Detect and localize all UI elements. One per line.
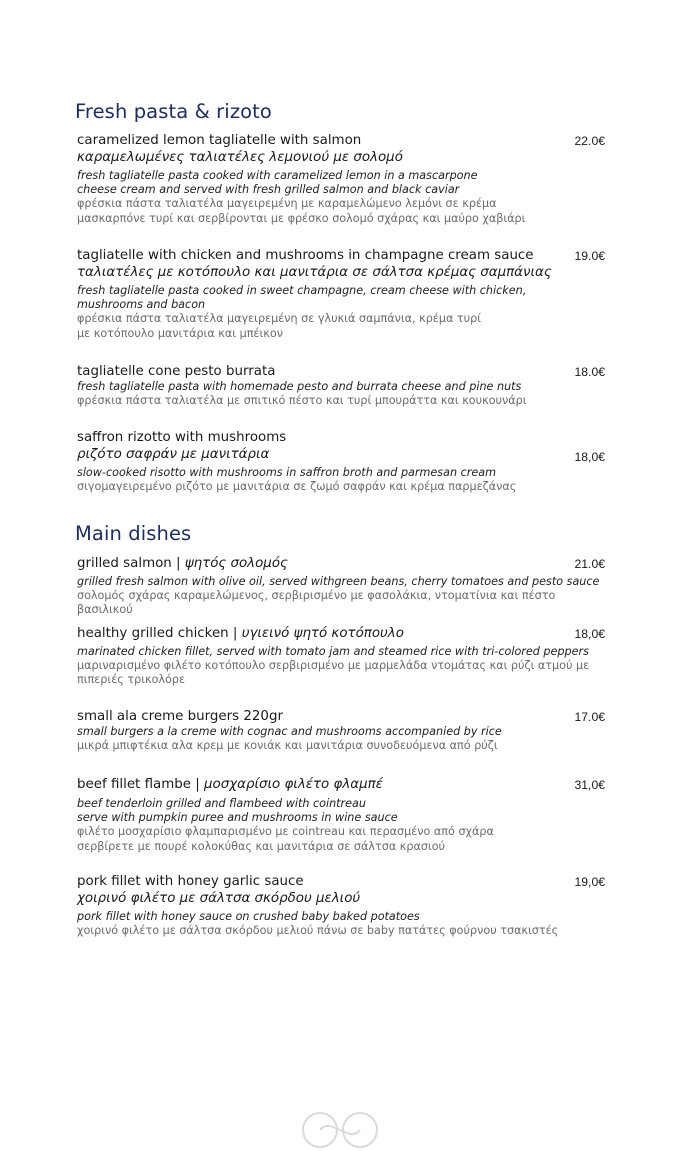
desc-line: grilled fresh salmon with olive oil, served withgreen beans, cherry tomatoes and pesto sauce (77, 575, 600, 588)
item-name: pork fillet with honey garlic sauce (77, 874, 304, 889)
item-name: tagliatelle cone pesto burrata (77, 364, 276, 379)
item-description-en (77, 797, 607, 825)
item-name-greek: υγιεινό ψητό κοτόπουλο (241, 626, 404, 641)
item-description-gr (77, 825, 607, 853)
desc-line: σιγομαγειρεμένο ριζότο με μανιτάρια σε ζωμό σαφράν και κρέμα παρμεζάνας (77, 480, 517, 494)
desc-line: χοιρινό φιλέτο με σάλτσα σκόρδου μελιού πάνω σε baby πατάτες φούρνου τσακιστές (77, 924, 559, 938)
desc-line: fresh tagliatelle pasta cooked in sweet champagne, cream cheese with chicken, (77, 284, 527, 297)
menu-item (77, 363, 607, 408)
item-description-gr (77, 739, 607, 753)
desc-line: σολομός σχάρας καραμελώμενος, σερβιρισμένο με φασολάκια, ντοματίνια και πέστο βασιλικού (77, 589, 556, 617)
item-price: 18,0€ (574, 450, 605, 464)
item-name: tagliatelle with chicken and mushrooms in champagne cream sauce (77, 248, 534, 263)
item-description-gr (77, 659, 607, 687)
item-description-gr (77, 197, 607, 225)
menu-item (77, 429, 607, 494)
item-name-en: healthy grilled chicken | (77, 626, 242, 641)
menu-item (77, 132, 607, 226)
item-price: 18.0€ (574, 365, 605, 379)
menu-item (77, 776, 607, 854)
section-title-pasta: Fresh pasta & rizoto (75, 100, 272, 123)
item-name-greek: ψητός σολομός (184, 556, 288, 571)
item-price: 31,0€ (574, 778, 605, 792)
item-description-gr (77, 312, 607, 340)
item-description-en (77, 284, 607, 312)
menu-item (77, 873, 607, 938)
desc-line: marinated chicken fillet, served with tomato jam and steamed rice with tri-colored peppers (77, 645, 589, 658)
desc-line: με κοτόπουλο μανιτάρια και μπέικον (77, 326, 283, 340)
item-description-en (77, 910, 607, 924)
desc-line: μαριναρισμένο φιλέτο κοτόπουλο σερβιρισμένο με μαρμελάδα ντομάτας και ρύζι ατμού με (77, 659, 590, 673)
desc-line: cheese cream and served with fresh grilled salmon and black caviar (77, 183, 460, 197)
item-price: 18,0€ (574, 627, 605, 641)
desc-line: small burgers a la creme with cognac and mushrooms accompanied by rice (77, 725, 502, 738)
infinity-logo-icon (300, 1110, 380, 1150)
item-price: 22.0€ (574, 134, 605, 148)
item-name-greek: ριζότο σαφράν με μανιτάρια (77, 447, 270, 462)
desc-line: fresh tagliatelle pasta cooked with caramelized lemon in a mascarpone (77, 169, 478, 182)
desc-line: φρέσκια πάστα ταλιατέλα με σπιτικό πέστο και τυρί μπουράττα και κουκουνάρι (77, 394, 527, 408)
desc-line: μικρά μπιφτέκια αλα κρεμ με κονιάκ και μανιτάρια συνοδευόμενα από ρύζι (77, 739, 498, 753)
section-title-main: Main dishes (75, 522, 192, 545)
item-description-en (77, 725, 607, 739)
desc-line: mushrooms and bacon (77, 298, 206, 312)
item-name-en: beef fillet flambe | (77, 777, 205, 792)
desc-line: πιπεριές τρικολόρε (77, 673, 186, 687)
item-description-en (77, 575, 607, 589)
item-name-greek: χοιρινό φιλέτο με σάλτσα σκόρδου μελιού (77, 891, 361, 906)
desc-line: φρέσκια πάστα ταλιατέλα μαγειρεμένη σε γλυκιά σαμπάνια, κρέμα τυρί (77, 312, 481, 326)
item-description-gr (77, 480, 607, 494)
desc-line: pork fillet with honey sauce on crushed baby baked potatoes (77, 910, 420, 923)
item-name (77, 555, 607, 572)
item-name-greek: καραμελωμένες ταλιατέλες λεμονιού με σολομό (77, 150, 403, 165)
item-name-greek: ταλιατέλες με κοτόπουλο και μανιτάρια σε σάλτσα κρέμας σαμπάνιας (77, 265, 552, 280)
item-description-gr (77, 924, 607, 938)
item-name-en: grilled salmon | (77, 556, 185, 571)
item-price: 19,0€ (574, 875, 605, 889)
item-description-en (77, 466, 607, 480)
item-name: small ala creme burgers 220gr (77, 709, 283, 724)
desc-line: slow-cooked risotto with mushrooms in saffron broth and parmesan cream (77, 466, 496, 479)
menu-item (77, 247, 607, 341)
desc-line: σερβίρετε με πουρέ κολοκύθας και μανιτάρια σε σάλτσα κρασιού (77, 839, 446, 853)
menu-item (77, 555, 607, 618)
item-description-en (77, 169, 607, 197)
menu-item (77, 625, 607, 688)
desc-line: φιλέτο μοσχαρίσιο φλαμπαρισμένο με cointreau και περασμένο από σχάρα (77, 825, 494, 839)
item-name: saffron rizotto with mushrooms (77, 430, 287, 445)
desc-line: serve with pumpkin puree and mushrooms in wine sauce (77, 811, 398, 825)
desc-line: μασκαρπόνε τυρί και σερβίρονται με φρέσκο σολομό σχάρας και μαύρο χαβιάρι (77, 211, 526, 225)
desc-line: beef tenderloin grilled and flambeed with cointreau (77, 797, 366, 810)
item-price: 17.0€ (574, 710, 605, 724)
item-description-en (77, 380, 607, 394)
item-price: 19.0€ (574, 249, 605, 263)
menu-item (77, 708, 607, 753)
item-name (77, 776, 607, 793)
item-name (77, 625, 607, 642)
item-name-greek: μοσχαρίσιο φιλέτο φλαμπέ (204, 777, 383, 792)
item-description-gr (77, 589, 607, 617)
desc-line: fresh tagliatelle pasta with homemade pesto and burrata cheese and pine nuts (77, 380, 522, 393)
item-description-gr (77, 394, 607, 408)
item-description-en (77, 645, 607, 659)
desc-line: φρέσκια πάστα ταλιατέλα μαγειρεμένη με καραμελώμενο λεμόνι σε κρέμα (77, 197, 497, 211)
item-price: 21.0€ (574, 557, 605, 571)
item-name: caramelized lemon tagliatelle with salmon (77, 133, 362, 148)
